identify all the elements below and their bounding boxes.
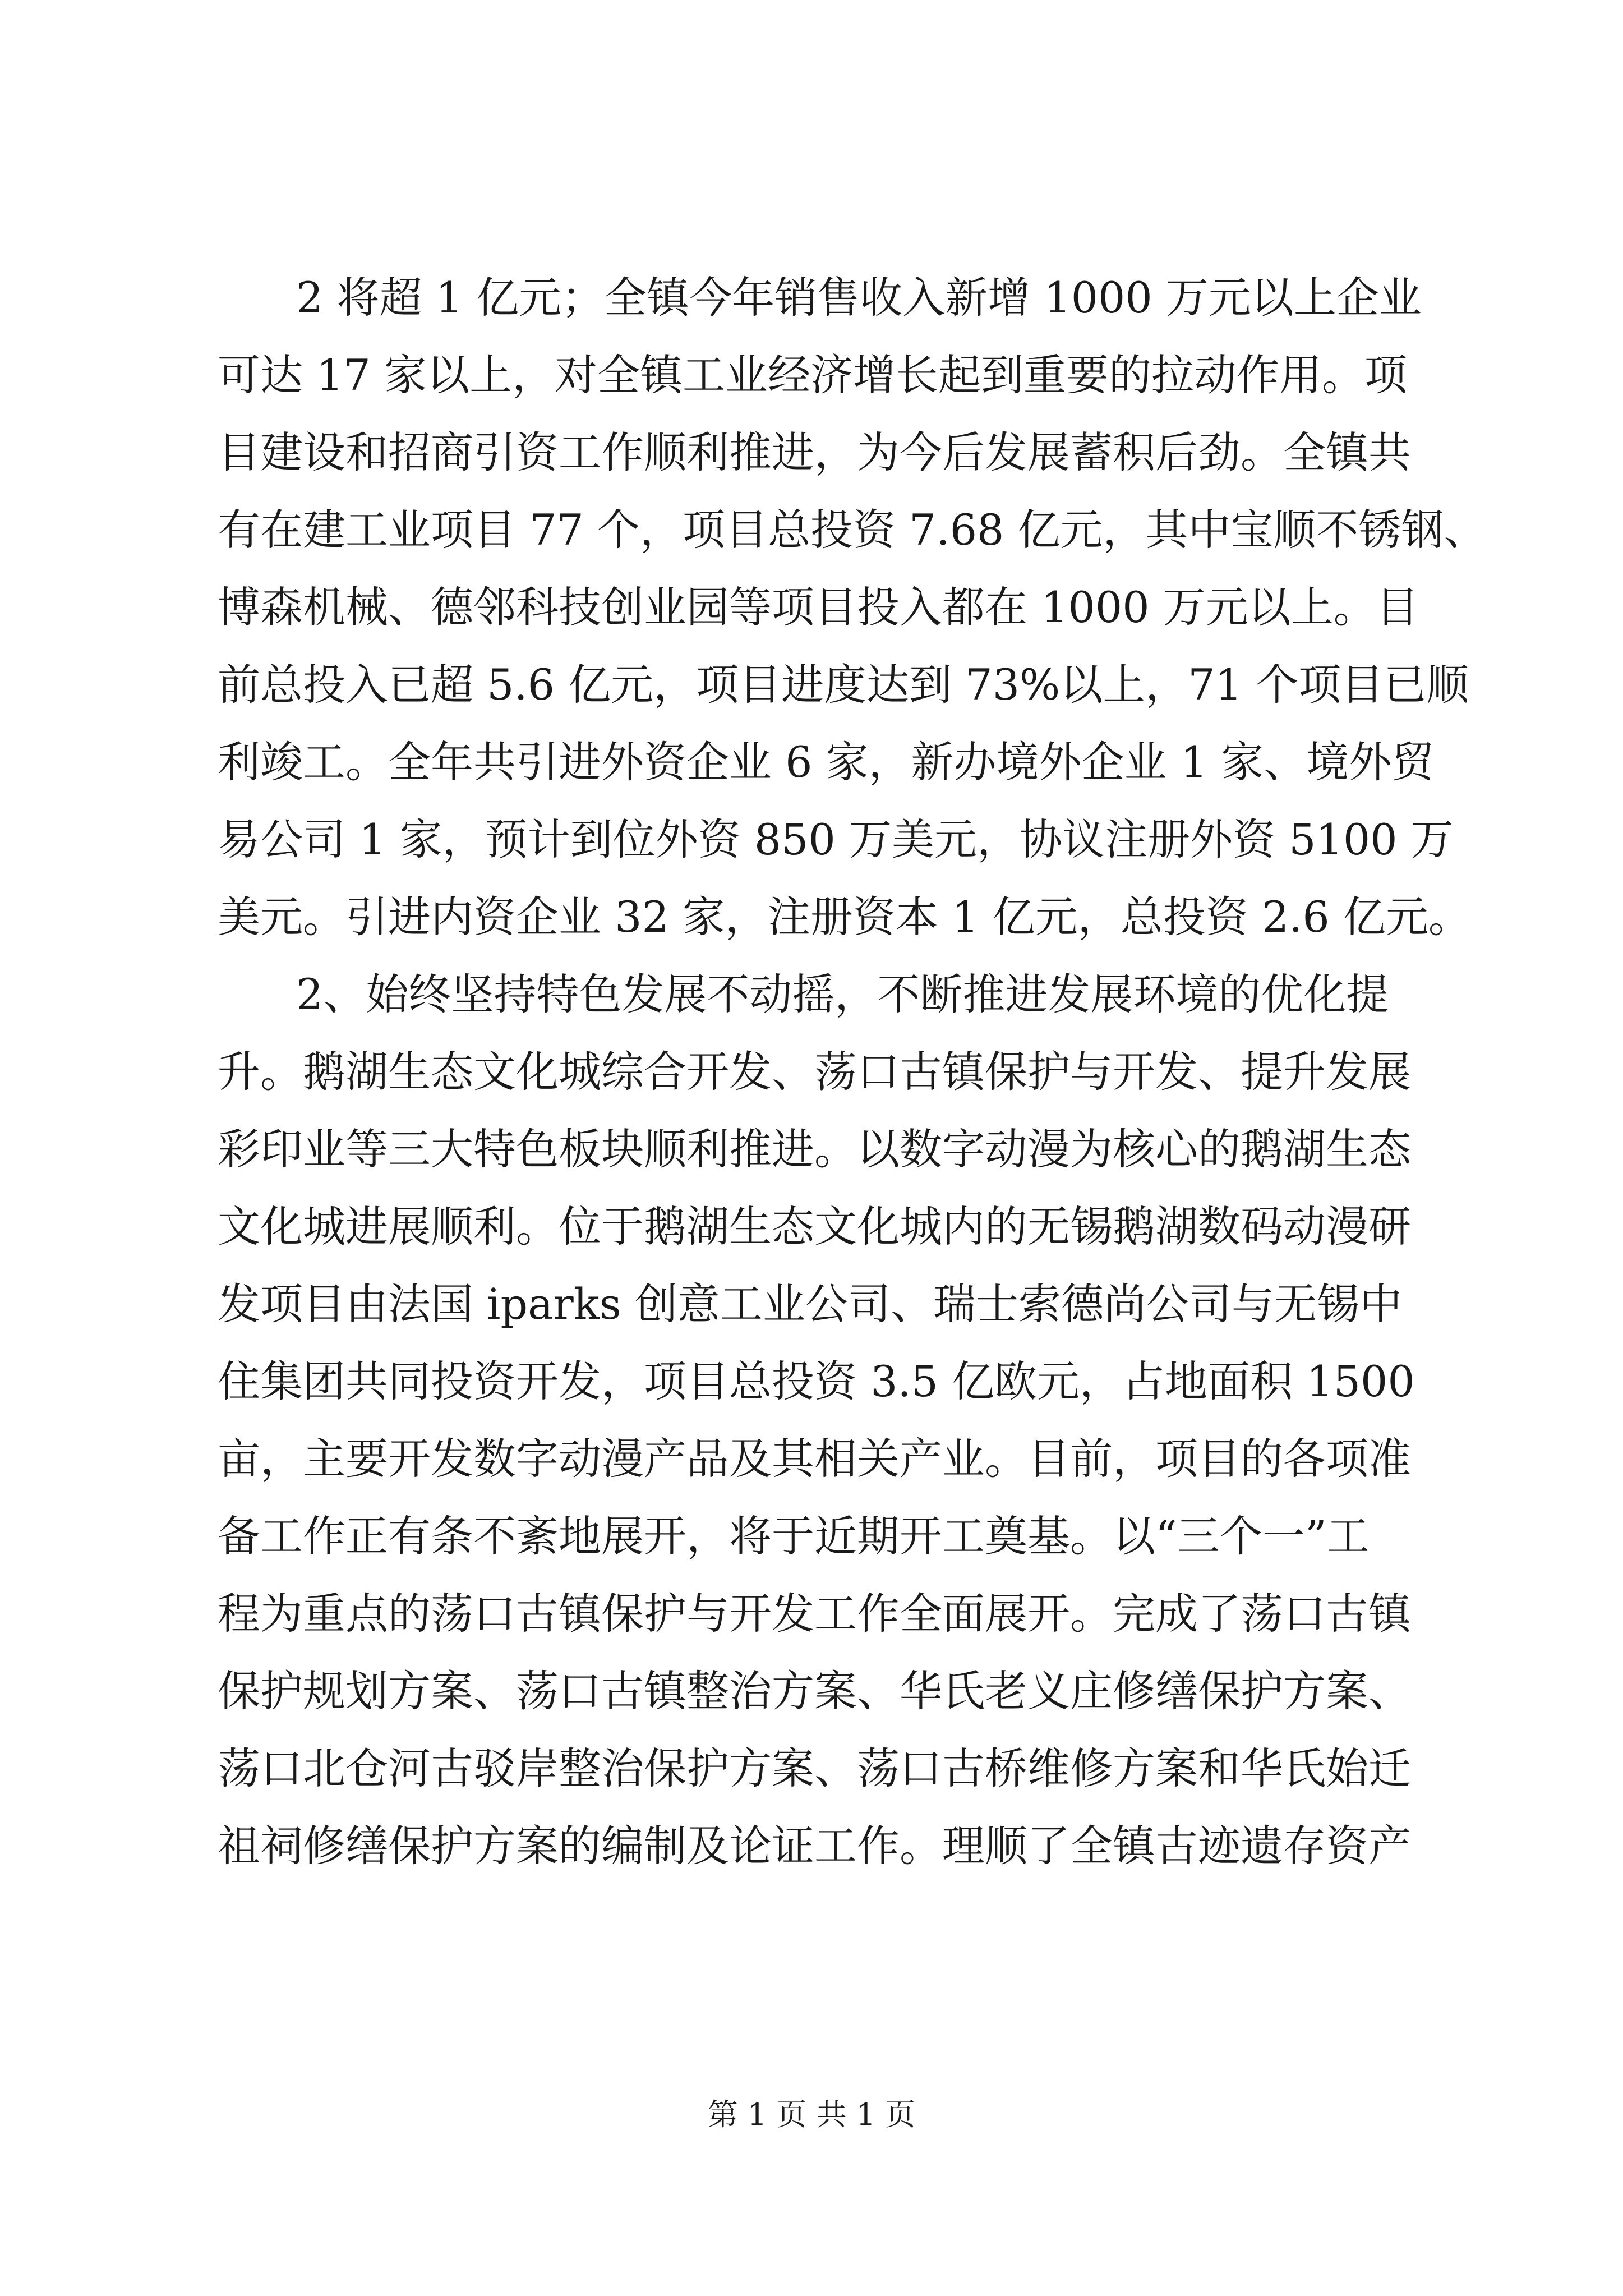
text-line: 文化城进展顺利。位于鹅湖生态文化城内的无锡鹅湖数码动漫研 — [218, 1202, 1411, 1251]
text-line: 博森机械、德邻科技创业园等项目投入都在 1000 万元以上。目 — [218, 582, 1419, 632]
text-line: 亩，主要开发数字动漫产品及其相关产业。目前，项目的各项准 — [218, 1434, 1411, 1484]
text-line: 2、始终坚持特色发展不动摇，不断推进发展环境的优化提 — [296, 969, 1389, 1019]
page-number-footer: 第 1 页 共 1 页 — [707, 2097, 916, 2132]
text-line: 发项目由法国 iparks 创意工业公司、瑞士索德尚公司与无锡中 — [218, 1279, 1402, 1329]
text-line: 彩印业等三大特色板块顺利推进。以数字动漫为核心的鹅湖生态 — [218, 1124, 1411, 1174]
text-line: 荡口北仓河古驳岸整治保护方案、荡口古桥维修方案和华氏始迁 — [218, 1743, 1411, 1793]
text-line: 升。鹅湖生态文化城综合开发、荡口古镇保护与开发、提升发展 — [218, 1047, 1411, 1097]
text-line: 有在建工业项目 77 个，项目总投资 7.68 亿元，其中宝顺不锈钢、 — [218, 505, 1487, 555]
text-line: 祖祠修缮保护方案的编制及论证工作。理顺了全镇古迹遗存资产 — [218, 1821, 1411, 1871]
text-line: 2 将超 1 亿元；全镇今年销售收入新增 1000 万元以上企业 — [296, 273, 1422, 323]
text-line: 易公司 1 家，预计到位外资 850 万美元，协议注册外资 5100 万 — [218, 815, 1454, 864]
text-line: 保护规划方案、荡口古镇整治方案、华氏老义庄修缮保护方案、 — [218, 1666, 1411, 1716]
document-body — [218, 259, 1487, 1885]
text-line: 程为重点的荡口古镇保护与开发工作全面展开。完成了荡口古镇 — [218, 1589, 1411, 1639]
text-line: 美元。引进内资企业 32 家，注册资本 1 亿元，总投资 2.6 亿元。 — [218, 892, 1471, 942]
text-line: 前总投入已超 5.6 亿元，项目进度达到 73%以上，71 个项目已顺 — [218, 660, 1469, 710]
text-line: 目建设和招商引资工作顺利推进，为今后发展蓄积后劲。全镇共 — [218, 427, 1411, 477]
text-line: 备工作正有条不紊地展开，将于近期开工奠基。以“三个一”工 — [218, 1511, 1370, 1561]
text-line: 可达 17 家以上，对全镇工业经济增长起到重要的拉动作用。项 — [218, 350, 1408, 400]
text-line: 利竣工。全年共引进外资企业 6 家，新办境外企业 1 家、境外贸 — [218, 737, 1435, 787]
text-line: 住集团共同投资开发，项目总投资 3.5 亿欧元，占地面积 1500 — [218, 1356, 1415, 1406]
